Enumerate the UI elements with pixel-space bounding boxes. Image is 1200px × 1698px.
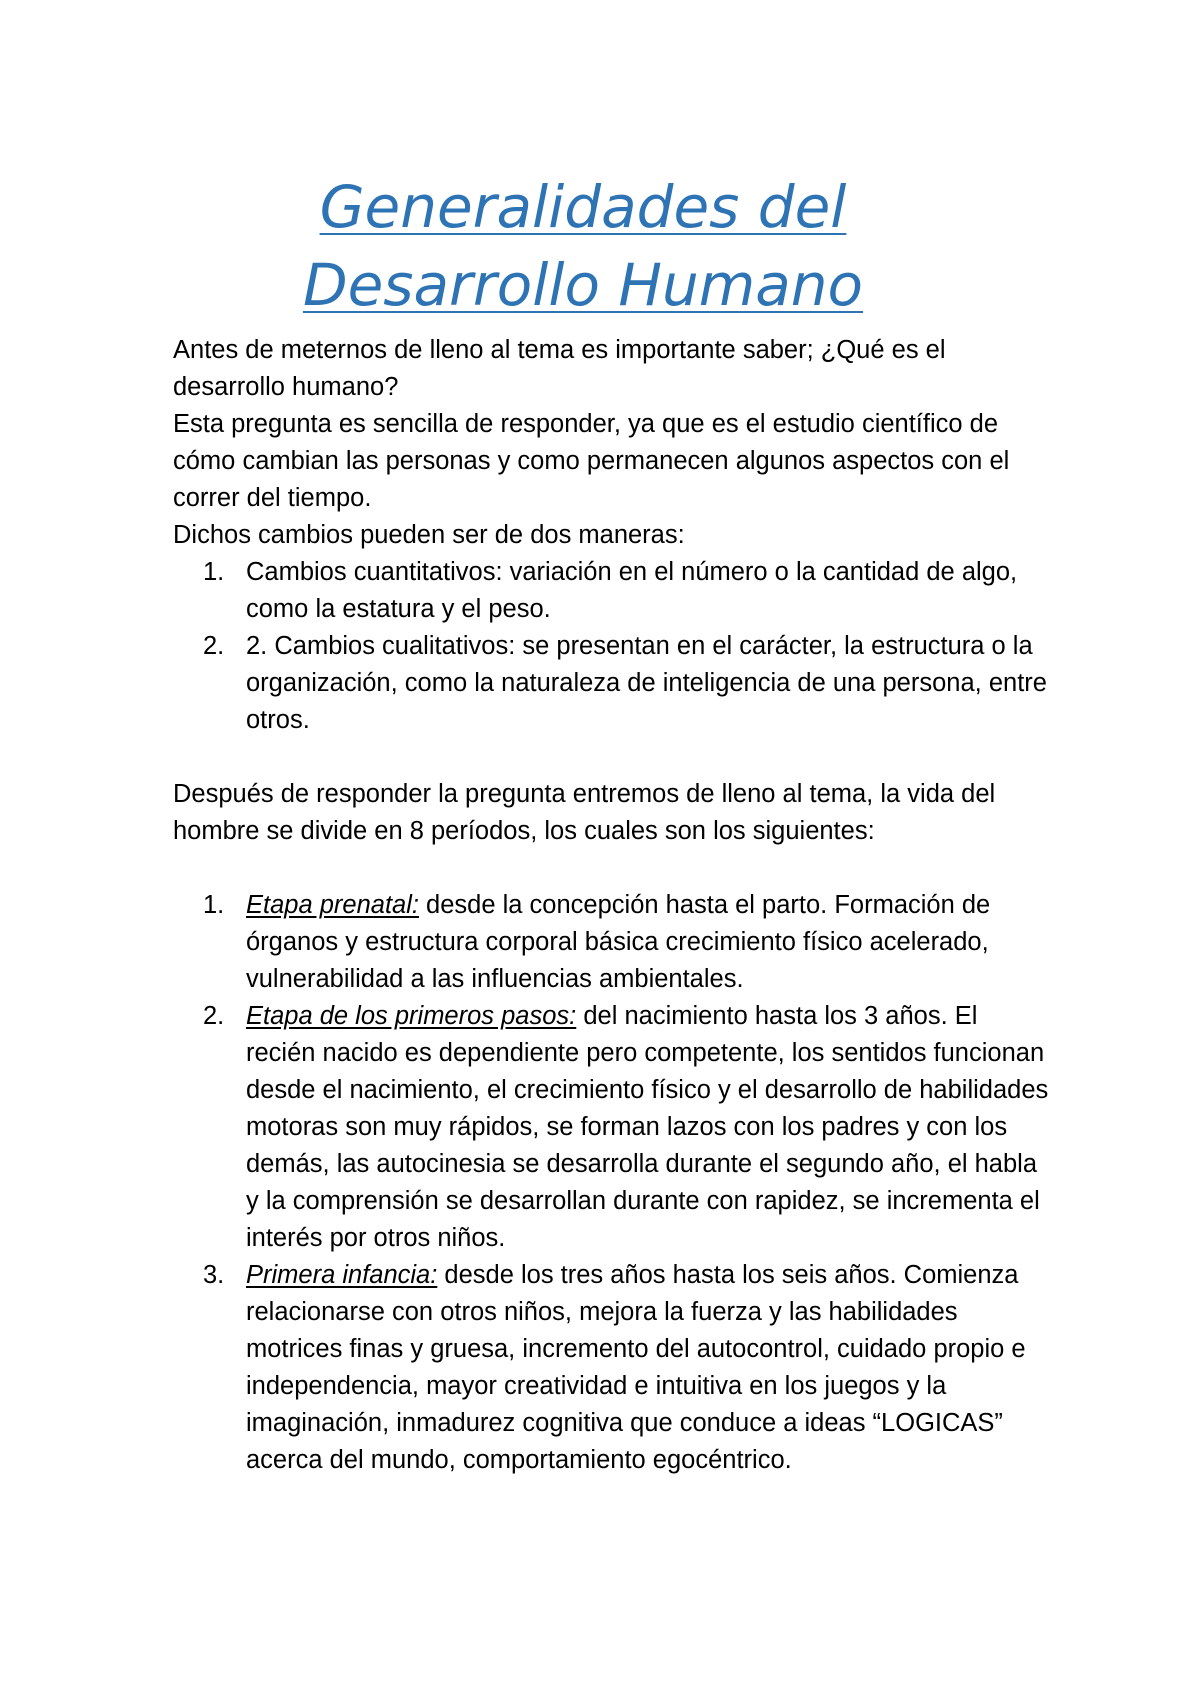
list-text: 2. Cambios cualitativos: se presentan en el carácter, la estructura o la organización, como la naturaleza de inteligencia de una persona, entre otros. bbox=[246, 632, 1047, 734]
list-text: Cambios cuantitativos: variación en el número o la cantidad de algo, como la estatura y el peso. bbox=[246, 558, 1018, 623]
period-term: Etapa prenatal: bbox=[246, 891, 419, 919]
title-line-1: Generalidades del bbox=[319, 173, 847, 241]
spacer bbox=[173, 739, 1053, 776]
list-number: 2. bbox=[203, 632, 225, 660]
list-number: 1. bbox=[203, 558, 225, 586]
title-line-2: Desarrollo Humano bbox=[302, 251, 864, 319]
period-text: desde la concepción hasta el parto. Formación de órganos y estructura corporal básica crecimiento físico acelerado, vulnerabilidad a las influencias ambientales. bbox=[246, 891, 991, 993]
period-term: Etapa de los primeros pasos: bbox=[246, 1002, 577, 1030]
list-item bbox=[173, 998, 1053, 1257]
intro-question: Antes de meternos de lleno al tema es importante saber; ¿Qué es el desarrollo humano? bbox=[173, 336, 946, 401]
changes-list bbox=[173, 554, 1053, 739]
period-term: Primera infancia: bbox=[246, 1261, 438, 1289]
spacer bbox=[173, 850, 1053, 887]
document-title bbox=[173, 168, 1053, 324]
list-item bbox=[173, 887, 1053, 998]
changes-intro: Dichos cambios pueden ser de dos maneras: bbox=[173, 521, 685, 549]
list-number: 3. bbox=[203, 1261, 225, 1289]
periods-intro: Después de responder la pregunta entremos de lleno al tema, la vida del hombre se divide en 8 períodos, los cuales son los siguientes: bbox=[173, 780, 996, 845]
period-text: del nacimiento hasta los 3 años. El recién nacido es dependiente pero competente, los sentidos funcionan desde el nacimiento, el crecimiento físico y el desarrollo de habilidades motoras son muy rápidos, se forman lazos con los padres y con los demás, las autocinesia se desarrolla durante el segundo año, el habla y la comprensión se desarrollan durante con rapidez, se incrementa el interés por otros niños. bbox=[246, 1002, 1049, 1252]
list-item bbox=[173, 628, 1053, 739]
document-page bbox=[173, 168, 1053, 1479]
list-item bbox=[173, 554, 1053, 628]
period-text: desde los tres años hasta los seis años. Comienza relacionarse con otros niños, mejora la fuerza y las habilidades motrices finas y gruesa, incremento del autocontrol, cuidado propio e independencia, mayor creatividad e intuitiva en los juegos y la imaginación, inmadurez cognitiva que conduce a ideas “LOGICAS” acerca del mundo, comportamiento egocéntrico. bbox=[246, 1261, 1026, 1474]
periods-list bbox=[173, 887, 1053, 1479]
list-number: 1. bbox=[203, 891, 225, 919]
list-number: 2. bbox=[203, 1002, 225, 1030]
intro-answer: Esta pregunta es sencilla de responder, ya que es el estudio científico de cómo cambian las personas y como permanecen algunos aspectos con el correr del tiempo. bbox=[173, 410, 1010, 512]
list-item bbox=[173, 1257, 1053, 1479]
